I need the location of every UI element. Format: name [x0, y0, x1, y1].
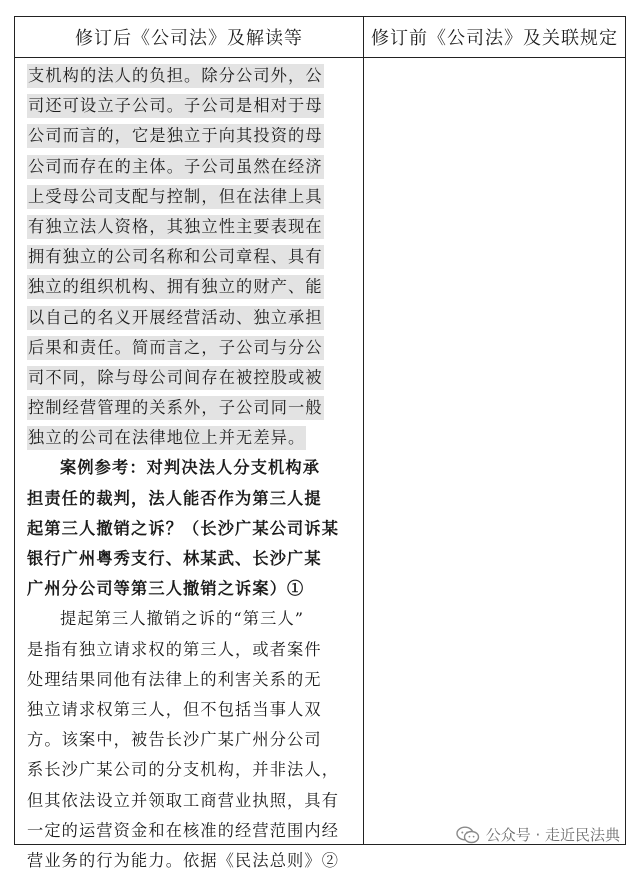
analysis-line: 一定的运营资金和在核准的经营范围内经 — [27, 820, 340, 840]
header-original-law: 修订前《公司法》及关联规定 — [371, 28, 618, 49]
watermark-text: 公众号 · 走近民法典 — [485, 826, 620, 844]
highlighted-line: 公司而存在的主体。子公司虽然在经济 — [27, 155, 324, 179]
highlighted-line: 司还可设立子公司。子公司是相对于母 — [27, 94, 324, 118]
case-reference-line: 银行广州粤秀支行、林某武、长沙广某 — [27, 549, 322, 568]
column-divider — [363, 17, 364, 844]
case-reference-line: 起第三人撤销之诉？（长沙广某公司诉某 — [27, 518, 340, 538]
analysis-line: 提起第三人撤销之诉的“第三人” — [60, 609, 305, 629]
analysis-line: 处理结果同他有法律上的利害关系的无 — [27, 669, 322, 689]
highlighted-line: 独立的公司在法律地位上并无差异。 — [27, 426, 306, 450]
case-reference-line: 案例参考：对判决法人分支机构承 — [60, 458, 321, 478]
highlighted-line: 上受母公司支配与控制，但在法律上具 — [27, 185, 324, 209]
highlighted-line: 以自己的名义开展经营活动、独立承担 — [27, 306, 324, 330]
analysis-line: 方。该案中，被告长沙广某广州分公司 — [27, 730, 322, 750]
analysis-line: 是指有独立请求权的第三人，或者案件 — [27, 639, 322, 659]
wechat-icon — [456, 826, 480, 844]
analysis-line: 独立请求权第三人，但不包括当事人双 — [27, 699, 322, 719]
header-revised-law: 修订后《公司法》及解读等 — [75, 28, 303, 49]
highlighted-line: 有独立法人资格，其独立性主要表现在 — [27, 215, 324, 239]
highlighted-line: 支机构的法人的负担。除分公司外，公 — [27, 64, 324, 88]
highlighted-line: 控制经营管理的关系外，子公司同一般 — [27, 396, 324, 420]
highlighted-line: 后果和责任。简而言之，子公司与分公 — [27, 336, 324, 360]
highlighted-line: 司不同，除与母公司间存在被控股或被 — [27, 366, 324, 390]
comparison-table — [14, 16, 626, 870]
analysis-line: 营业务的行为能力。依据《民法总则》② — [27, 850, 340, 870]
highlighted-line: 独立的组织机构、拥有独立的财产、能 — [27, 275, 324, 299]
case-reference-line: 广州分公司等第三人撤销之诉案）① — [27, 579, 305, 599]
analysis-line: 但其依法设立并领取工商营业执照，具有 — [27, 790, 340, 810]
case-reference-line: 担责任的裁判，法人能否作为第三人提 — [27, 488, 322, 508]
left-column-content — [27, 61, 354, 876]
highlighted-line: 公司而言的，它是独立于向其投资的母 — [27, 124, 324, 148]
analysis-line: 系长沙广某公司的分支机构，并非法人， — [27, 760, 340, 780]
watermark — [456, 824, 620, 845]
header-divider — [15, 57, 625, 58]
highlighted-line: 拥有独立的公司名称和公司章程、具有 — [27, 245, 324, 269]
